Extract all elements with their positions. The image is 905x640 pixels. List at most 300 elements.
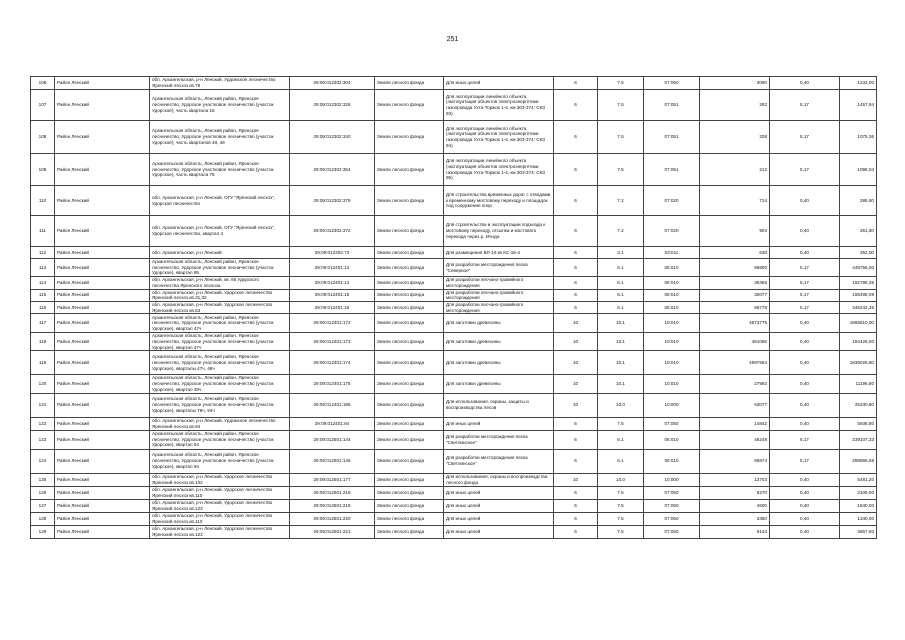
table-row: [31, 301, 877, 313]
district-cell: Район Ленский: [55, 289, 150, 301]
land-category-cell: Земли лесного фонда: [375, 186, 444, 216]
cadastral-value-cell: 5936,80: [840, 417, 877, 430]
permitted-use-cell: Для разработки песчано-гравийного месторождения: [444, 289, 554, 301]
land-category-cell: Земли лесного фонда: [375, 499, 444, 512]
use-code-cell: 07:050: [644, 499, 700, 512]
subgroup-code-cell: 7.2: [598, 216, 644, 247]
area-cell: 714: [700, 186, 770, 216]
specific-value-cell: 0,40: [770, 314, 840, 333]
land-category-cell: Земли лесного фонда: [375, 351, 444, 375]
cadastral-number-cell: 29:09:012401:16: [290, 301, 375, 313]
use-code-cell: 10:010: [644, 314, 700, 333]
area-cell: 630: [700, 247, 770, 259]
cadastral-number-cell: 29:09:012401:84: [290, 417, 375, 430]
land-category-cell: Земли лесного фонда: [375, 216, 444, 247]
group-code-cell: 6: [554, 259, 598, 277]
table-row: [31, 486, 877, 499]
cadastral-value-cell: 285,60: [840, 186, 877, 216]
subgroup-code-cell: 7.2: [598, 186, 644, 216]
permitted-use-cell: Для эксплуатации линейного объекта (эксплуатация объектов электроэнергетики газопровода Ухта-Торжок 1-4, км 303-374: СКЗ 95): [444, 154, 554, 186]
row-number: 107: [31, 90, 55, 121]
specific-value-cell: 0,40: [770, 186, 840, 216]
table-row: [31, 216, 877, 247]
land-category-cell: Земли лесного фонда: [375, 486, 444, 499]
address-cell: Архангельская область, Ленский район, Яренское лесничество, Удорское участковое лесничество (участок Удорское), квартал 95: [150, 259, 290, 277]
land-category-cell: Земли лесного фонда: [375, 393, 444, 417]
row-number: 122: [31, 417, 55, 430]
cadastral-number-cell: 29:09:012401:175: [290, 375, 375, 393]
cadastral-value-cell: 239107,33: [840, 430, 877, 449]
specific-value-cell: 5,17: [770, 259, 840, 277]
specific-value-cell: 0,40: [770, 333, 840, 351]
cadastral-value-cell: 1839025,60: [840, 351, 877, 375]
cadastral-value-cell: 1869510,00: [840, 314, 877, 333]
permitted-use-cell: Для заготовки древесины: [444, 375, 554, 393]
row-number: 112: [31, 247, 55, 259]
district-cell: Район Ленский: [55, 473, 150, 486]
cadastral-value-cell: 1096,04: [840, 154, 877, 186]
address-cell: обл. Архангельская, р-н Ленский, ОГУ "Яренский лесхоз", Удорское лесничество, квартал 4: [150, 216, 290, 247]
land-category-cell: Земли лесного фонда: [375, 259, 444, 277]
permitted-use-cell: Для иных целей: [444, 77, 554, 90]
area-cell: 208: [700, 121, 770, 154]
table-row: [31, 351, 877, 375]
district-cell: Район Ленский: [55, 417, 150, 430]
use-code-cell: 07:050: [644, 486, 700, 499]
district-cell: Район Ленский: [55, 525, 150, 538]
row-number: 121: [31, 393, 55, 417]
subgroup-code-cell: 10.1: [598, 314, 644, 333]
cadastral-value-cell: 25230,80: [840, 393, 877, 417]
address-cell: обл. Архангельская, р-н Ленский, Урдомское лесничество Яренский лесхоз кв.78: [150, 77, 290, 90]
row-number: 119: [31, 351, 55, 375]
address-cell: Архангельская область, Ленский район, Яренское лесничество, Удорское участковое лесничество (участок Удорское), квартал 47ч: [150, 333, 290, 351]
row-number: 125: [31, 473, 55, 486]
address-cell: Архангельская область, Ленский район, Яренское лесничество, Удорское участковое лесничество (участок Удорское), квартал 48ч: [150, 375, 290, 393]
specific-value-cell: 0,40: [770, 216, 840, 247]
land-category-cell: Земли лесного фонда: [375, 333, 444, 351]
group-code-cell: 6: [554, 289, 598, 301]
table-row: [31, 393, 877, 417]
row-number: 127: [31, 499, 55, 512]
permitted-use-cell: Для заготовки древесины: [444, 333, 554, 351]
use-code-cell: 07:050: [644, 512, 700, 525]
address-cell: обл. Архангельская, р-н Ленский, кв. 80 Удорского лесничества Яренского лесхоза: [150, 277, 290, 289]
cadastral-value-cell: 1340,00: [840, 512, 877, 525]
table-row: [31, 186, 877, 216]
land-category-cell: Земли лесного фонда: [375, 301, 444, 313]
subgroup-code-cell: 10.0: [598, 473, 644, 486]
group-code-cell: 6: [554, 512, 598, 525]
address-cell: обл. Архангельская, р-н Ленский, Удорское лесничество Яренский лесхоз кв.123: [150, 499, 290, 512]
subgroup-code-cell: 6.1: [598, 259, 644, 277]
permitted-use-cell: Для разработки месторождения песка "Светлинское": [444, 449, 554, 473]
row-number: 117: [31, 314, 55, 333]
district-cell: Район Ленский: [55, 512, 150, 525]
land-category-cell: Земли лесного фонда: [375, 430, 444, 449]
cadastral-number-cell: 29:09:012302:73: [290, 247, 375, 259]
cadastral-value-cell: 1457,94: [840, 90, 877, 121]
permitted-use-cell: Для иных целей: [444, 417, 554, 430]
cadastral-value-cell: 361,60: [840, 216, 877, 247]
row-number: 124: [31, 449, 55, 473]
subgroup-code-cell: 10.0: [598, 393, 644, 417]
permitted-use-cell: Для иных целей: [444, 512, 554, 525]
group-code-cell: 6: [554, 121, 598, 154]
use-code-cell: 06:010: [644, 449, 700, 473]
district-cell: Район Ленский: [55, 277, 150, 289]
group-code-cell: 6: [554, 77, 598, 90]
table-row: [31, 277, 877, 289]
group-code-cell: 10: [554, 375, 598, 393]
permitted-use-cell: Для иных целей: [444, 486, 554, 499]
address-cell: Архангельская область, Ленский район, Яренское лесничество, Удорское участковое лесничество (участок Удорское), часть квартала 15: [150, 90, 290, 121]
subgroup-code-cell: 7.5: [598, 525, 644, 538]
row-number: 109: [31, 154, 55, 186]
cadastral-number-cell: 29:09:012401:15: [290, 289, 375, 301]
address-cell: обл. Архангельская, р-н Ленский, ОГУ "Яренский лесхоз", Удорское лесничество: [150, 186, 290, 216]
table-row: [31, 121, 877, 154]
cadastral-number-cell: 29:09:012401:172: [290, 314, 375, 333]
area-cell: 86800: [700, 259, 770, 277]
land-category-cell: Земли лесного фонда: [375, 247, 444, 259]
cadastral-value-cell: 288868,58: [840, 449, 877, 473]
area-cell: 14842: [700, 417, 770, 430]
cadastral-value-cell: 1075,36: [840, 121, 877, 154]
table-row: [31, 77, 877, 90]
district-cell: Район Ленский: [55, 154, 150, 186]
specific-value-cell: 0,40: [770, 351, 840, 375]
table-row: [31, 449, 877, 473]
use-code-cell: 07:050: [644, 417, 700, 430]
cadastral-number-cell: 29:09:012302:379: [290, 186, 375, 216]
specific-value-cell: 0,40: [770, 375, 840, 393]
district-cell: Район Ленский: [55, 449, 150, 473]
group-code-cell: 6: [554, 277, 598, 289]
subgroup-code-cell: 7.5: [598, 77, 644, 90]
table-row: [31, 473, 877, 486]
specific-value-cell: 0,40: [770, 77, 840, 90]
area-cell: 13703: [700, 473, 770, 486]
table-row: [31, 247, 877, 259]
specific-value-cell: 0,40: [770, 473, 840, 486]
area-cell: 3080: [700, 77, 770, 90]
use-code-cell: 07:020: [644, 186, 700, 216]
area-cell: 66778: [700, 301, 770, 313]
use-code-cell: 06:010: [644, 259, 700, 277]
specific-value-cell: 5,17: [770, 90, 840, 121]
table-row: [31, 417, 877, 430]
permitted-use-cell: Для размещения ВЛ-10 кв КС-15-4: [444, 247, 554, 259]
cadastral-value-cell: 2108,00: [840, 486, 877, 499]
subgroup-code-cell: 7.5: [598, 90, 644, 121]
specific-value-cell: 5,17: [770, 301, 840, 313]
specific-value-cell: 5,17: [770, 277, 840, 289]
address-cell: Архангельская область, Ленский район, Яренское лесничество, Удорское участковое лесничество (участок Удорское), кварталы 78ч, 94ч: [150, 393, 290, 417]
subgroup-code-cell: 6.1: [598, 301, 644, 313]
cadastral-number-cell: 29:09:012501:219: [290, 499, 375, 512]
cadastral-value-cell: 252,00: [840, 247, 877, 259]
cadastral-value-cell: 5481,20: [840, 473, 877, 486]
cadastral-number-cell: 29:09:012501:144: [290, 430, 375, 449]
use-code-cell: 07:020: [644, 216, 700, 247]
permitted-use-cell: Для разработки песчано-гравийного месторождения: [444, 277, 554, 289]
area-cell: 35355: [700, 277, 770, 289]
specific-value-cell: 5,17: [770, 154, 840, 186]
area-cell: 27992: [700, 375, 770, 393]
use-code-cell: 10:000: [644, 393, 700, 417]
group-code-cell: 6: [554, 186, 598, 216]
group-code-cell: 6: [554, 430, 598, 449]
cadastral-value-cell: 184426,00: [840, 333, 877, 351]
group-code-cell: 10: [554, 473, 598, 486]
subgroup-code-cell: 7.5: [598, 121, 644, 154]
address-cell: обл. Архангельская, р-н Ленский, Удорское лесничество Яренский лесхоз кв.102: [150, 473, 290, 486]
cadastral-number-cell: 29:09:012302:340: [290, 121, 375, 154]
specific-value-cell: 5,17: [770, 289, 840, 301]
cadastral-number-cell: 29:09:012401:14: [290, 277, 375, 289]
permitted-use-cell: Для иных целей: [444, 499, 554, 512]
subgroup-code-cell: 6.1: [598, 430, 644, 449]
cadastral-value-cell: 1232,00: [840, 77, 877, 90]
use-code-cell: 06:010: [644, 430, 700, 449]
use-code-cell: 10:010: [644, 333, 700, 351]
subgroup-code-cell: 7.5: [598, 417, 644, 430]
cadastral-number-cell: 29:09:012401:174: [290, 351, 375, 375]
cadastral-value-cell: 11196,80: [840, 375, 877, 393]
row-number: 115: [31, 289, 55, 301]
address-cell: обл. Архангельская, р-н Ленский, Урдомское лесничество Яренский лесхоз кв.94: [150, 417, 290, 430]
district-cell: Район Ленский: [55, 216, 150, 247]
area-cell: 4600: [700, 499, 770, 512]
district-cell: Район Ленский: [55, 375, 150, 393]
area-cell: 282: [700, 90, 770, 121]
use-code-cell: 07:050: [644, 77, 700, 90]
district-cell: Район Ленский: [55, 247, 150, 259]
group-code-cell: 10: [554, 314, 598, 333]
specific-value-cell: 0,40: [770, 499, 840, 512]
cadastral-number-cell: 29:09:012501:177: [290, 473, 375, 486]
area-cell: 904: [700, 216, 770, 247]
land-category-cell: Земли лесного фонда: [375, 473, 444, 486]
row-number: 106: [31, 77, 55, 90]
use-code-cell: 07:051: [644, 121, 700, 154]
land-category-cell: Земли лесного фонда: [375, 375, 444, 393]
use-code-cell: 07:050: [644, 525, 700, 538]
subgroup-code-cell: 10.1: [598, 351, 644, 375]
group-code-cell: 6: [554, 525, 598, 538]
permitted-use-cell: Для эксплуатации линейного объекта (эксплуатация объектов электроэнергетики газопровода Ухта-Торжок 1-4, км 303-374: СКЗ 94): [444, 121, 554, 154]
group-code-cell: 6: [554, 247, 598, 259]
use-code-cell: 07:051: [644, 90, 700, 121]
district-cell: Район Ленский: [55, 301, 150, 313]
group-code-cell: 10: [554, 393, 598, 417]
land-category-cell: Земли лесного фонда: [375, 417, 444, 430]
address-cell: Архангельская область, Ленский район, Яренское лесничество, Удорское участковое лесничество (участок Удорское), часть кварталов 48, 49: [150, 121, 290, 154]
district-cell: Район Ленский: [55, 77, 150, 90]
address-cell: Архангельская область, Ленский район, Яренское лесничество, Удорское участковое лесничество (участок Удорское), квартал 47ч: [150, 314, 290, 333]
table-row: [31, 512, 877, 525]
group-code-cell: 6: [554, 417, 598, 430]
row-number: 118: [31, 333, 55, 351]
cadastral-number-cell: 29:09:012401:185: [290, 393, 375, 417]
group-code-cell: 6: [554, 154, 598, 186]
subgroup-code-cell: 6.1: [598, 289, 644, 301]
address-cell: обл. Архангельская, р-н Ленский, Удорское лесничество Яренский лесхоз кв.110: [150, 512, 290, 525]
cadastral-number-cell: 29:09:012501:220: [290, 512, 375, 525]
subgroup-code-cell: 7.5: [598, 486, 644, 499]
area-cell: 3350: [700, 512, 770, 525]
address-cell: Архангельская область, Ленский район, Яренское лесничество, Удорское участковое лесничество (участок Удорское), квартал 94: [150, 449, 290, 473]
table-row: [31, 430, 877, 449]
land-category-cell: Земли лесного фонда: [375, 90, 444, 121]
permitted-use-cell: Для заготовки древесины: [444, 314, 554, 333]
group-code-cell: 6: [554, 90, 598, 121]
subgroup-code-cell: 6.1: [598, 449, 644, 473]
district-cell: Район Ленский: [55, 121, 150, 154]
land-category-cell: Земли лесного фонда: [375, 289, 444, 301]
district-cell: Район Ленский: [55, 90, 150, 121]
permitted-use-cell: Для использования, охраны и воспроизводства лесного фонда: [444, 473, 554, 486]
subgroup-code-cell: 7.5: [598, 512, 644, 525]
area-cell: 30077: [700, 289, 770, 301]
district-cell: Район Ленский: [55, 259, 150, 277]
permitted-use-cell: Для строительства и эксплуатации подъезда к мостовому переходу, отсыпка и мостового перехода через р. Ичнда: [444, 216, 554, 247]
cadastral-value-cell: 345242,26: [840, 301, 877, 313]
area-cell: 4673775: [700, 314, 770, 333]
group-code-cell: 6: [554, 486, 598, 499]
subgroup-code-cell: 10.1: [598, 375, 644, 393]
land-category-cell: Земли лесного фонда: [375, 154, 444, 186]
district-cell: Район Ленский: [55, 186, 150, 216]
area-cell: 63077: [700, 393, 770, 417]
land-category-cell: Земли лесного фонда: [375, 277, 444, 289]
specific-value-cell: 0,40: [770, 247, 840, 259]
page-number: 251: [446, 36, 459, 43]
area-cell: 461065: [700, 333, 770, 351]
group-code-cell: 10: [554, 351, 598, 375]
table-row: [31, 259, 877, 277]
address-cell: обл. Архангельская, р-н Ленский, Удорское лесничество Яренский лесхоз кв.123: [150, 525, 290, 538]
subgroup-code-cell: 7.5: [598, 499, 644, 512]
land-category-cell: Земли лесного фонда: [375, 525, 444, 538]
table-row: [31, 314, 877, 333]
address-cell: обл. Архангельская, р-н Ленский, Удорское лесничество Яренский лесхоз кв.31,32: [150, 289, 290, 301]
specific-value-cell: 0,40: [770, 525, 840, 538]
table-row: [31, 333, 877, 351]
specific-value-cell: 0,40: [770, 486, 840, 499]
subgroup-code-cell: 7.5: [598, 154, 644, 186]
group-code-cell: 6: [554, 216, 598, 247]
area-cell: 9144: [700, 525, 770, 538]
cadastral-value-cell: 448756,00: [840, 259, 877, 277]
district-cell: Район Ленский: [55, 314, 150, 333]
cadastral-number-cell: 29:09:012302:304: [290, 77, 375, 90]
use-code-cell: 10:000: [644, 473, 700, 486]
address-cell: обл. Архангельская, р-н Ленский: [150, 247, 290, 259]
cadastral-number-cell: 29:09:012501:221: [290, 525, 375, 538]
use-code-cell: 03:011: [644, 247, 700, 259]
subgroup-code-cell: 6.1: [598, 277, 644, 289]
district-cell: Район Ленский: [55, 393, 150, 417]
permitted-use-cell: Для использования, охраны, защиты и воспроизводства лесов: [444, 393, 554, 417]
cadastral-number-cell: 29:09:012401:173: [290, 333, 375, 351]
specific-value-cell: 5,17: [770, 449, 840, 473]
row-number: 111: [31, 216, 55, 247]
area-cell: 5270: [700, 486, 770, 499]
cadastral-number-cell: 29:09:012501:218: [290, 486, 375, 499]
land-category-cell: Земли лесного фонда: [375, 449, 444, 473]
address-cell: Архангельская область, Ленский район, Яренское лесничество, Удорское участковое лесничество (участок Удорское), часть квартала 76: [150, 154, 290, 186]
permitted-use-cell: Для разработки месторождения песка "Светлинское": [444, 430, 554, 449]
cadastral-value-cell: 1840,00: [840, 499, 877, 512]
land-category-cell: Земли лесного фонда: [375, 512, 444, 525]
district-cell: Район Ленский: [55, 499, 150, 512]
subgroup-code-cell: 10.1: [598, 333, 644, 351]
use-code-cell: 06:010: [644, 289, 700, 301]
specific-value-cell: 0,40: [770, 393, 840, 417]
table-row: [31, 499, 877, 512]
district-cell: Район Ленский: [55, 486, 150, 499]
use-code-cell: 06:010: [644, 301, 700, 313]
address-cell: Архангельская область, Ленский район, Яренское лесничество, Удорское участковое лесничество (участок Удорское), квартал 64: [150, 430, 290, 449]
use-code-cell: 07:051: [644, 154, 700, 186]
row-number: 126: [31, 486, 55, 499]
permitted-use-cell: Для иных целей: [444, 525, 554, 538]
area-cell: 55874: [700, 449, 770, 473]
specific-value-cell: 0,40: [770, 512, 840, 525]
specific-value-cell: 5,17: [770, 430, 840, 449]
area-cell: 212: [700, 154, 770, 186]
use-code-cell: 06:010: [644, 277, 700, 289]
land-category-cell: Земли лесного фонда: [375, 77, 444, 90]
district-cell: Район Ленский: [55, 430, 150, 449]
group-code-cell: 6: [554, 301, 598, 313]
table-row: [31, 90, 877, 121]
permitted-use-cell: Для эксплуатации линейного объекта (эксплуатация объектов электроэнергетики газопровода Ухта-Торжок 1-4, км 303-374: СКЗ 93): [444, 90, 554, 121]
land-category-cell: Земли лесного фонда: [375, 314, 444, 333]
table-row: [31, 154, 877, 186]
district-cell: Район Ленский: [55, 333, 150, 351]
table-row: [31, 525, 877, 538]
subgroup-code-cell: 3.1: [598, 247, 644, 259]
permitted-use-cell: Для разработки песчано-гравийного месторождения: [444, 301, 554, 313]
district-cell: Район Ленский: [55, 351, 150, 375]
land-category-cell: Земли лесного фонда: [375, 121, 444, 154]
land-plots-table: [30, 76, 877, 539]
group-code-cell: 6: [554, 499, 598, 512]
address-cell: обл. Архангельская, р-н Ленский, Удорское лесничество Яренский лесхоз кв.53: [150, 301, 290, 313]
group-code-cell: 6: [554, 449, 598, 473]
permitted-use-cell: Для разработки месторождения песка "Северное": [444, 259, 554, 277]
row-number: 113: [31, 259, 55, 277]
area-cell: 4597564: [700, 351, 770, 375]
group-code-cell: 10: [554, 333, 598, 351]
cadastral-number-cell: 29:09:012302:354: [290, 154, 375, 186]
row-number: 110: [31, 186, 55, 216]
cadastral-value-cell: 3657,60: [840, 525, 877, 538]
area-cell: 46249: [700, 430, 770, 449]
row-number: 123: [31, 430, 55, 449]
row-number: 120: [31, 375, 55, 393]
use-code-cell: 10:010: [644, 351, 700, 375]
row-number: 108: [31, 121, 55, 154]
cadastral-number-cell: 29:09:012401:13: [290, 259, 375, 277]
specific-value-cell: 0,40: [770, 417, 840, 430]
cadastral-value-cell: 182785,35: [840, 277, 877, 289]
use-code-cell: 10:010: [644, 375, 700, 393]
cadastral-value-cell: 155498,09: [840, 289, 877, 301]
